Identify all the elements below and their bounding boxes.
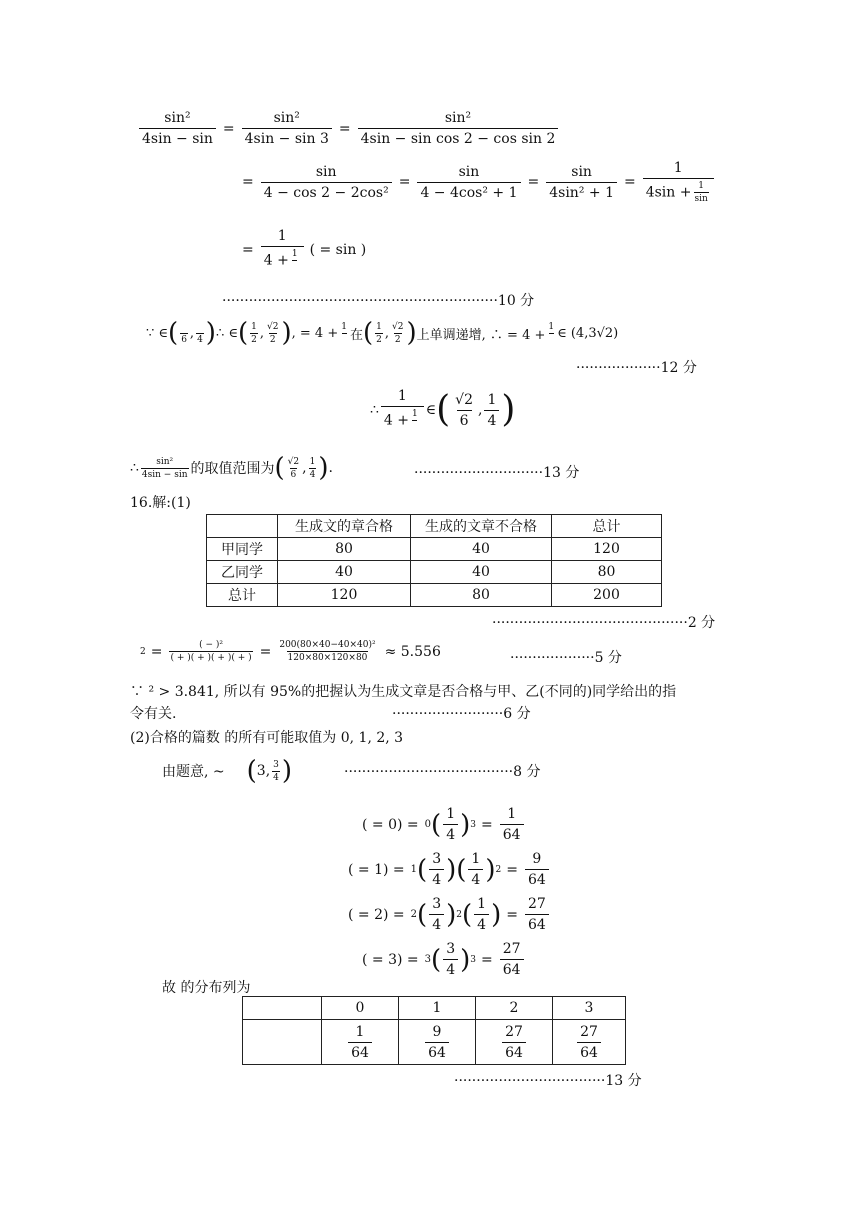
equation-line-6: ∴ $\frac{\text{sin²}}{4\sin - \sin}$ 的取值范围为 ( $\frac{√2}{6}$ , $\frac{1}{4}$ ) . <box>130 453 333 483</box>
score-line-5: ···················5 分 <box>510 650 622 666</box>
fraction: $\frac{\text{sin²}}{4\sin - \sin}$ <box>139 110 216 147</box>
equation-line-1: $\frac{\text{sin²}}{4\sin - \sin}$ = $\frac{\text{sin²}}{4\sin - \sin 3}$ = $\frac{\text{sin²}}{\text{4sin − sin cos 2 − cos sin 2}}$ <box>137 110 560 147</box>
fraction: $\frac{\sin}{\text{4 − 4cos² + 1}}$ <box>417 164 520 201</box>
distribution-table <box>242 996 626 1065</box>
contingency-table <box>206 514 662 607</box>
fraction: $\frac{\sin}{\text{4sin² + 1}}$ <box>546 164 617 201</box>
fraction: $\frac{\sin}{\text{4 − cos 2 − 2cos²}}$ <box>261 164 392 201</box>
equation-line-5: ∴ 1 4 + 1 ∈ ( $\frac{√2}{6}$ , $\frac{1}{4}$ ) <box>370 388 516 430</box>
question-16-heading: 16.解:(1) <box>130 495 191 511</box>
score-line-6: ·························6 分 <box>392 706 531 722</box>
probability-x3: ( = 3) = 3 ( $\frac{3}{4}$ ) 3 = $\frac{27}{64}$ <box>362 941 526 978</box>
score-line-10: ······························································10 分 <box>222 293 535 309</box>
fraction: $\frac{\text{sin²}}{4\sin - \sin 3}$ <box>242 110 332 147</box>
distribution-intro: 故 的分布列为 <box>162 980 251 996</box>
fraction: $\frac{\text{sin²}}{\text{4sin − sin cos 2 − cos sin 2}}$ <box>358 110 559 147</box>
table-row: 0 1 2 3 <box>243 997 626 1020</box>
chi-square-formula: 2 = $\frac{\text{( − )²}}{( + )( + )( + )( + )}$ = $\frac{\text{200(80×40−40×40)²}}{120\times 80\times 120\times 80}$ ≈ 5.556 <box>140 640 441 663</box>
conclusion-line-1: ∵ ² > 3.841, 所以有 95%的把握认为生成文章是否合格与甲、乙(不同的)同学给出的指 <box>130 684 677 700</box>
distribution-statement: 由题意, ~ ( 3, $\frac{3}{4}$ ) <box>162 756 293 786</box>
fraction: 1 4 + 1 <box>261 228 304 272</box>
probability-x0: ( = 0) = 0 ( $\frac{1}{4}$ ) 3 = $\frac{1}{64}$ <box>362 806 526 843</box>
equation-line-3: = 1 4 + 1 ( = sin ) <box>237 228 366 272</box>
table-row: 总计 120 80 200 <box>207 584 662 607</box>
table-row: 生成文的章合格 生成的文章不合格 总计 <box>207 515 662 538</box>
table-row: 乙同学 40 40 80 <box>207 561 662 584</box>
score-line-13: ··································13 分 <box>454 1073 642 1089</box>
score-line-13a: ·····························13 分 <box>414 465 580 481</box>
probability-x1: ( = 1) = 1 ( $\frac{3}{4}$ ) ( $\frac{1}{4}$ ) 2 = $\frac{9}{64}$ <box>348 851 551 888</box>
score-line-12: ···················12 分 <box>576 360 697 376</box>
part-2-heading: (2)合格的篇数 的所有可能取值为 0, 1, 2, 3 <box>130 730 404 746</box>
probability-x2: ( = 2) = 2 ( $\frac{3}{4}$ ) 2 ( $\frac{1}{4}$ ) = $\frac{27}{64}$ <box>348 896 551 933</box>
table-row: $\frac{1}{64}$ $\frac{9}{64}$ $\frac{27}{64}$ $\frac{27}{64}$ <box>243 1020 626 1065</box>
fraction: 1 4sin + $\frac{1}{\sin}$ <box>643 160 714 204</box>
equation-line-4: ∵ ∈ ( 6 , 4 ) ∴ ∈ ( $\frac{1}{2}$ , $\frac{√2}{2}$ ) , = 4 + 1 在 ( $\frac{1}{2}$ , $\frac{√2}{2}$ ) 上单调递增, ∴ = 4 + 1 ∈ (4,3√2) <box>146 318 619 348</box>
table-row: 甲同学 80 40 120 <box>207 538 662 561</box>
score-line-2: ············································2 分 <box>492 615 716 631</box>
equation-line-2: = $\frac{\sin}{\text{4 − cos 2 − 2cos²}}$ = $\frac{\sin}{\text{4 − 4cos² + 1}}$ = $\frac{\sin}{\text{4sin² + 1}}$ = 1 4sin + $\frac{1}{\sin}$ <box>237 160 716 204</box>
score-line-8: ······································8 分 <box>344 764 541 780</box>
conclusion-line-2: 令有关. <box>130 706 177 722</box>
